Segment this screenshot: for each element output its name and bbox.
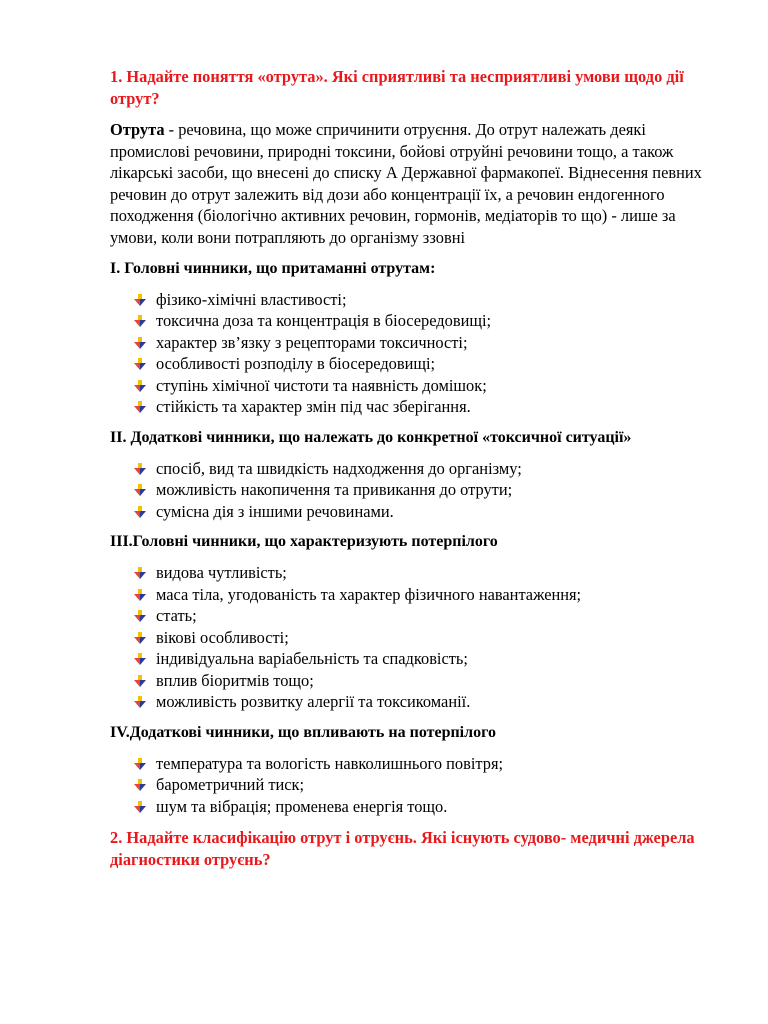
list-item-text: спосіб, вид та швидкість надходження до організму; xyxy=(156,458,522,478)
list-item xyxy=(134,396,710,418)
list-item xyxy=(134,562,710,584)
list-item-text: ступінь хімічної чистоти та наявність домішок; xyxy=(156,375,487,395)
down-arrow-bullet-icon xyxy=(134,506,146,518)
list-item-text: сумісна дія з іншими речовинами. xyxy=(156,501,394,521)
list-item-text: стійкість та характер змін під час зберігання. xyxy=(156,397,471,417)
list-item-text: шум та вібрація; променева енергія тощо. xyxy=(156,796,448,816)
list-item xyxy=(134,670,710,692)
list-item xyxy=(134,458,710,480)
list-item-text: можливість накопичення та привикання до отрути; xyxy=(156,480,513,500)
list-item-text: видова чутливість; xyxy=(156,563,287,583)
down-arrow-bullet-icon xyxy=(134,463,146,475)
down-arrow-bullet-icon xyxy=(134,632,146,644)
sections-container xyxy=(110,258,710,818)
down-arrow-bullet-icon xyxy=(134,315,146,327)
list-item-text: можливість розвитку алергії та токсикоманії. xyxy=(156,692,471,712)
section-heading: III.Головні чинники, що характеризують потерпілого xyxy=(110,533,498,551)
list-item xyxy=(134,332,710,354)
list-item-text: вплив біоритмів тощо; xyxy=(156,670,314,690)
list-item xyxy=(134,479,710,501)
list-item xyxy=(134,691,710,713)
list-item xyxy=(134,584,710,606)
bullet-list xyxy=(110,562,710,713)
down-arrow-bullet-icon xyxy=(134,675,146,687)
list-item-text: температура та вологість навколишнього повітря; xyxy=(156,753,504,773)
down-arrow-bullet-icon xyxy=(134,779,146,791)
list-item xyxy=(134,774,710,796)
down-arrow-bullet-icon xyxy=(134,484,146,496)
list-item xyxy=(134,353,710,375)
list-item-text: характер зв’язку з рецепторами токсичності; xyxy=(156,332,468,352)
section-heading: IV.Додаткові чинники, що впливають на потерпілого xyxy=(110,723,496,741)
question-1-heading: 1. Надайте поняття «отрута». Які сприятливі та несприятливі умови щодо дії отрут? xyxy=(110,67,684,108)
list-item-text: фізико-хімічні властивості; xyxy=(156,289,347,309)
section-heading: I. Головні чинники, що притаманні отрутам: xyxy=(110,259,436,277)
definition-paragraph xyxy=(110,119,710,249)
down-arrow-bullet-icon xyxy=(134,801,146,813)
down-arrow-bullet-icon xyxy=(134,610,146,622)
list-item xyxy=(134,310,710,332)
bullet-list xyxy=(110,289,710,418)
list-item xyxy=(134,796,710,818)
list-item-text: особливості розподілу в біосередовищі; xyxy=(156,354,436,374)
list-item xyxy=(134,753,710,775)
list-item xyxy=(134,605,710,627)
bullet-list xyxy=(110,458,710,523)
list-item-text: маса тіла, угодованість та характер фізичного навантаження; xyxy=(156,584,582,604)
down-arrow-bullet-icon xyxy=(134,589,146,601)
list-item-text: вікові особливості; xyxy=(156,627,289,647)
down-arrow-bullet-icon xyxy=(134,653,146,665)
question-2-heading: 2. Надайте класифікацію отрут і отруєнь. Які існують судово- медичні джерела діагностики отруєнь? xyxy=(110,828,695,869)
list-item-text: індивідуальна варіабельність та спадковість; xyxy=(156,649,468,669)
section-heading: II. Додаткові чинники, що належать до конкретної «токсичної ситуації» xyxy=(110,428,632,446)
list-item xyxy=(134,627,710,649)
down-arrow-bullet-icon xyxy=(134,337,146,349)
down-arrow-bullet-icon xyxy=(134,567,146,579)
down-arrow-bullet-icon xyxy=(134,401,146,413)
list-item xyxy=(134,375,710,397)
down-arrow-bullet-icon xyxy=(134,358,146,370)
list-item xyxy=(134,289,710,311)
down-arrow-bullet-icon xyxy=(134,696,146,708)
list-item-text: токсична доза та концентрація в біосередовищі; xyxy=(156,311,492,331)
down-arrow-bullet-icon xyxy=(134,758,146,770)
bullet-list xyxy=(110,753,710,818)
list-item xyxy=(134,648,710,670)
down-arrow-bullet-icon xyxy=(134,294,146,306)
list-item xyxy=(134,501,710,523)
definition-term: Отрута xyxy=(110,120,165,139)
document-page xyxy=(110,66,710,870)
definition-text: - речовина, що може спричинити отруєння. До отрут належать деякі промислові речовини, природні токсини, бойові отруйні речовини тощо, а також лікарські засоби, що внесені до списку А Державної фармакопеї. Віднесення певних речовин до отрут залежить від дози або концентрації їх, а речовин ендогенного походження (біологічно активних речовин, гормонів, медіаторів то що) - лише за умови, коли вони потрапляють до організму ззовні xyxy=(110,120,702,247)
down-arrow-bullet-icon xyxy=(134,380,146,392)
list-item-text: барометричний тиск; xyxy=(156,775,305,795)
list-item-text: стать; xyxy=(156,606,197,626)
